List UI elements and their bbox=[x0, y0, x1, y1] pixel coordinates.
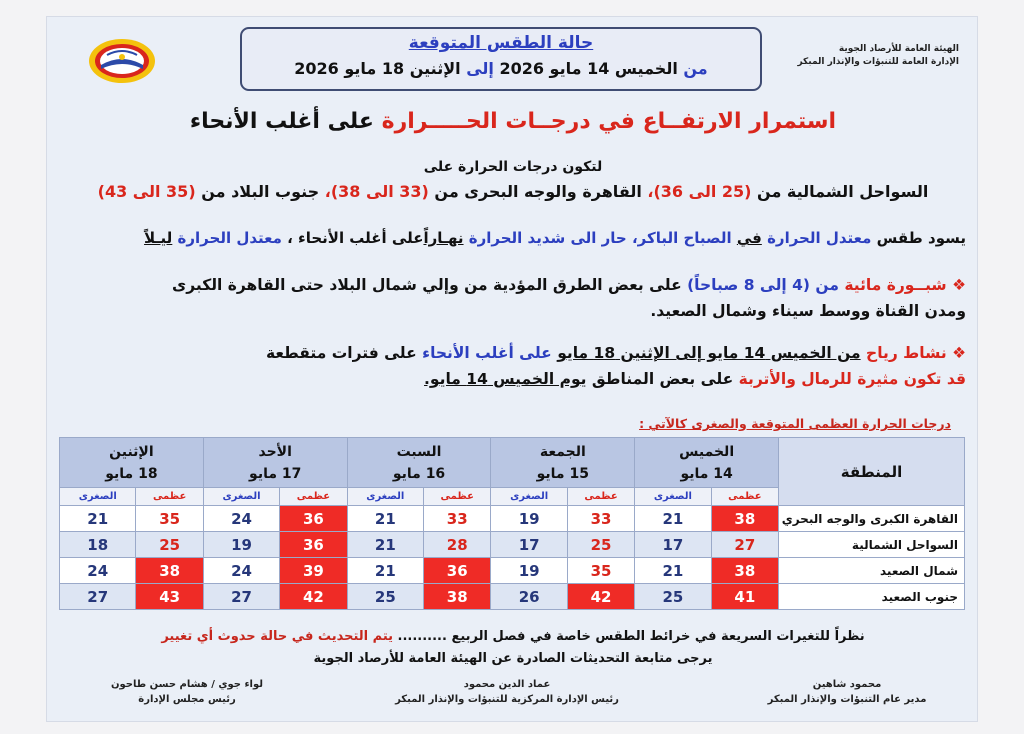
table-row bbox=[60, 584, 965, 610]
min-temp-cell: 19 bbox=[203, 532, 279, 558]
update-note bbox=[47, 629, 979, 644]
signature-role: رئيس الإدارة المركزية للتنبؤات والإنذار المبكر bbox=[395, 694, 619, 705]
headline-part-1: استمرار الارتفــاع في درجــات bbox=[505, 109, 837, 134]
max-temp-cell: 28 bbox=[424, 532, 491, 558]
sky-text-1: يسود طقس bbox=[876, 229, 966, 247]
headline-part-3: على أغلب الأنحاء bbox=[189, 109, 374, 134]
day-header: الجمعة 15 مايو bbox=[491, 438, 635, 488]
min-temp-cell: 19 bbox=[491, 558, 567, 584]
forecast-period bbox=[242, 59, 760, 78]
start-date: الخميس 14 مايو 2026 bbox=[499, 59, 678, 78]
max-header: عظمى bbox=[711, 488, 778, 506]
min-temp-cell: 27 bbox=[60, 584, 136, 610]
max-temp-cell: 33 bbox=[424, 506, 491, 532]
min-temp-cell: 17 bbox=[491, 532, 567, 558]
min-temp-cell: 21 bbox=[347, 506, 423, 532]
min-header: الصغرى bbox=[60, 488, 136, 506]
min-header: الصغرى bbox=[203, 488, 279, 506]
max-temp-cell: 43 bbox=[136, 584, 203, 610]
org-line-2: الإدارة العامة للتنبؤات والإنذار المبكر bbox=[797, 57, 959, 67]
max-header: عظمى bbox=[136, 488, 203, 506]
max-temp-cell: 39 bbox=[280, 558, 347, 584]
org-line-1: الهيئة العامة للأرصاد الجوية bbox=[838, 44, 959, 54]
sky-text-3: في bbox=[736, 229, 762, 247]
table-row bbox=[60, 506, 965, 532]
sky-text-5: حار الى شديد الحرارة bbox=[468, 229, 627, 247]
temperature-table bbox=[59, 437, 965, 610]
region-cell: جنوب الصعيد bbox=[779, 584, 965, 610]
wind-bullet bbox=[61, 340, 966, 392]
wind-title: نشاط رياح bbox=[866, 344, 947, 362]
max-temp-cell: 35 bbox=[567, 558, 634, 584]
fog-text-2: ومدن القناة ووسط سيناء وشمال الصعيد. bbox=[650, 302, 966, 320]
end-date: الإثنين 18 مايو 2026 bbox=[294, 59, 461, 78]
signature-role: رئيس مجلس الإدارة bbox=[138, 694, 236, 705]
coast-label: السواحل الشمالية من bbox=[757, 182, 929, 201]
min-temp-cell: 21 bbox=[347, 558, 423, 584]
meteorological-authority-logo bbox=[87, 37, 157, 85]
min-header: الصغرى bbox=[635, 488, 711, 506]
max-temp-cell: 42 bbox=[567, 584, 634, 610]
fog-text-1: على بعض الطرق المؤدية من وإلي شمال البلاد حتى القاهرة الكبرى bbox=[172, 276, 682, 294]
sky-text-9: ليـلاً bbox=[144, 229, 173, 247]
signature-role: مدير عام التنبؤات والإنذار المبكر bbox=[767, 694, 927, 705]
to-label: إلى bbox=[466, 59, 494, 78]
day-header: الخميس 14 مايو bbox=[635, 438, 779, 488]
min-temp-cell: 19 bbox=[491, 506, 567, 532]
max-temp-cell: 38 bbox=[711, 506, 778, 532]
sky-text-7: على أغلب الأنحاء ، bbox=[287, 229, 424, 247]
sky-text-8: معتدل الحرارة bbox=[177, 229, 282, 247]
south-label: جنوب البلاد من bbox=[201, 182, 320, 201]
table-caption: درجات الحرارة العظمى المتوقعة والصغرى كالآتي : bbox=[639, 416, 951, 431]
min-temp-cell: 21 bbox=[347, 532, 423, 558]
signature-name: لواء جوي / هشام حسن طاحون bbox=[110, 679, 264, 690]
fog-title: شبــورة مائية bbox=[844, 276, 947, 294]
temps-summary bbox=[67, 182, 959, 201]
max-temp-cell: 36 bbox=[424, 558, 491, 584]
max-temp-cell: 27 bbox=[711, 532, 778, 558]
signature-block bbox=[387, 677, 627, 707]
sky-text-2: معتدل الحرارة bbox=[767, 229, 872, 247]
max-header: عظمى bbox=[567, 488, 634, 506]
min-temp-cell: 24 bbox=[60, 558, 136, 584]
min-header: الصغرى bbox=[491, 488, 567, 506]
fog-hours: (4 إلى 8 صباحاً) bbox=[687, 276, 810, 294]
day-header: الإثنين 18 مايو bbox=[60, 438, 204, 488]
region-header: المنطقة bbox=[779, 438, 965, 506]
min-temp-cell: 18 bbox=[60, 532, 136, 558]
south-range: (35 الى 43) bbox=[97, 182, 196, 201]
signature-name: محمود شاهين bbox=[812, 679, 882, 690]
max-temp-cell: 38 bbox=[136, 558, 203, 584]
cairo-range: (33 الى 38)، bbox=[324, 182, 429, 201]
min-temp-cell: 26 bbox=[491, 584, 567, 610]
page-title: حالة الطقس المتوقعة bbox=[408, 33, 594, 53]
fog-from: من bbox=[815, 276, 839, 294]
wind-text-2: على بعض المناطق bbox=[591, 370, 734, 388]
max-header: عظمى bbox=[280, 488, 347, 506]
coast-range: (25 الى 36)، bbox=[647, 182, 752, 201]
bullet-icon: ❖ bbox=[952, 276, 966, 294]
cairo-label: القاهرة والوجه البحرى من bbox=[434, 182, 642, 201]
wind-text-1: على فترات متقطعة bbox=[266, 344, 417, 362]
day-header: الأحد 17 مايو bbox=[203, 438, 347, 488]
region-cell: السواحل الشمالية bbox=[779, 532, 965, 558]
min-temp-cell: 24 bbox=[203, 558, 279, 584]
signature-block bbox=[747, 677, 947, 707]
temps-intro: لتكون درجات الحرارة على bbox=[423, 159, 603, 175]
max-header: عظمى bbox=[424, 488, 491, 506]
min-temp-cell: 21 bbox=[635, 558, 711, 584]
wind-areas: أغلب الأنحاء bbox=[422, 344, 514, 362]
title-box bbox=[240, 27, 762, 91]
max-temp-cell: 42 bbox=[280, 584, 347, 610]
from-label: من bbox=[683, 59, 708, 78]
fog-bullet bbox=[61, 272, 966, 324]
note-text-1: نظراً للتغيرات السريعة في خرائط الطقس خاصة في فصل الربيع bbox=[451, 629, 865, 644]
sky-text-6: نهـاراً bbox=[423, 229, 464, 247]
note-text-2: يتم التحديث في حالة حدوث أي تغيير bbox=[161, 629, 394, 644]
table-row bbox=[60, 558, 965, 584]
min-temp-cell: 21 bbox=[60, 506, 136, 532]
min-temp-cell: 25 bbox=[347, 584, 423, 610]
headline bbox=[47, 109, 979, 134]
sky-condition bbox=[61, 229, 966, 247]
max-temp-cell: 36 bbox=[280, 532, 347, 558]
max-temp-cell: 38 bbox=[711, 558, 778, 584]
max-temp-cell: 25 bbox=[567, 532, 634, 558]
max-temp-cell: 36 bbox=[280, 506, 347, 532]
min-temp-cell: 24 bbox=[203, 506, 279, 532]
day-header: السبت 16 مايو bbox=[347, 438, 491, 488]
max-temp-cell: 33 bbox=[567, 506, 634, 532]
follow-note: يرجى متابعة التحديثات الصادرة عن الهيئة العامة للأرصاد الجوية bbox=[313, 651, 713, 666]
sky-text-4: الصباح الباكر، bbox=[631, 229, 732, 247]
min-temp-cell: 17 bbox=[635, 532, 711, 558]
weather-bulletin bbox=[46, 16, 978, 722]
signature-name: عماد الدين محمود bbox=[463, 679, 551, 690]
max-temp-cell: 41 bbox=[711, 584, 778, 610]
note-dots: .......... bbox=[397, 629, 447, 644]
headline-part-2: الحـــــرارة bbox=[381, 109, 498, 134]
min-header: الصغرى bbox=[347, 488, 423, 506]
wind-day: يوم الخميس 14 مايو. bbox=[424, 370, 587, 388]
wind-period: من الخميس 14 مايو إلى الإثنين 18 مايو bbox=[557, 344, 861, 362]
max-temp-cell: 38 bbox=[424, 584, 491, 610]
min-temp-cell: 21 bbox=[635, 506, 711, 532]
signature-block bbox=[87, 677, 287, 707]
min-temp-cell: 27 bbox=[203, 584, 279, 610]
region-cell: شمال الصعيد bbox=[779, 558, 965, 584]
table-row bbox=[60, 532, 965, 558]
min-temp-cell: 25 bbox=[635, 584, 711, 610]
max-temp-cell: 35 bbox=[136, 506, 203, 532]
max-temp-cell: 25 bbox=[136, 532, 203, 558]
region-cell: القاهرة الكبرى والوجه البحري bbox=[779, 506, 965, 532]
bullet-icon: ❖ bbox=[952, 344, 966, 362]
wind-on: على bbox=[519, 344, 552, 362]
organization-header bbox=[759, 43, 959, 69]
wind-dust: قد تكون مثيرة للرمال والأتربة bbox=[738, 370, 966, 388]
